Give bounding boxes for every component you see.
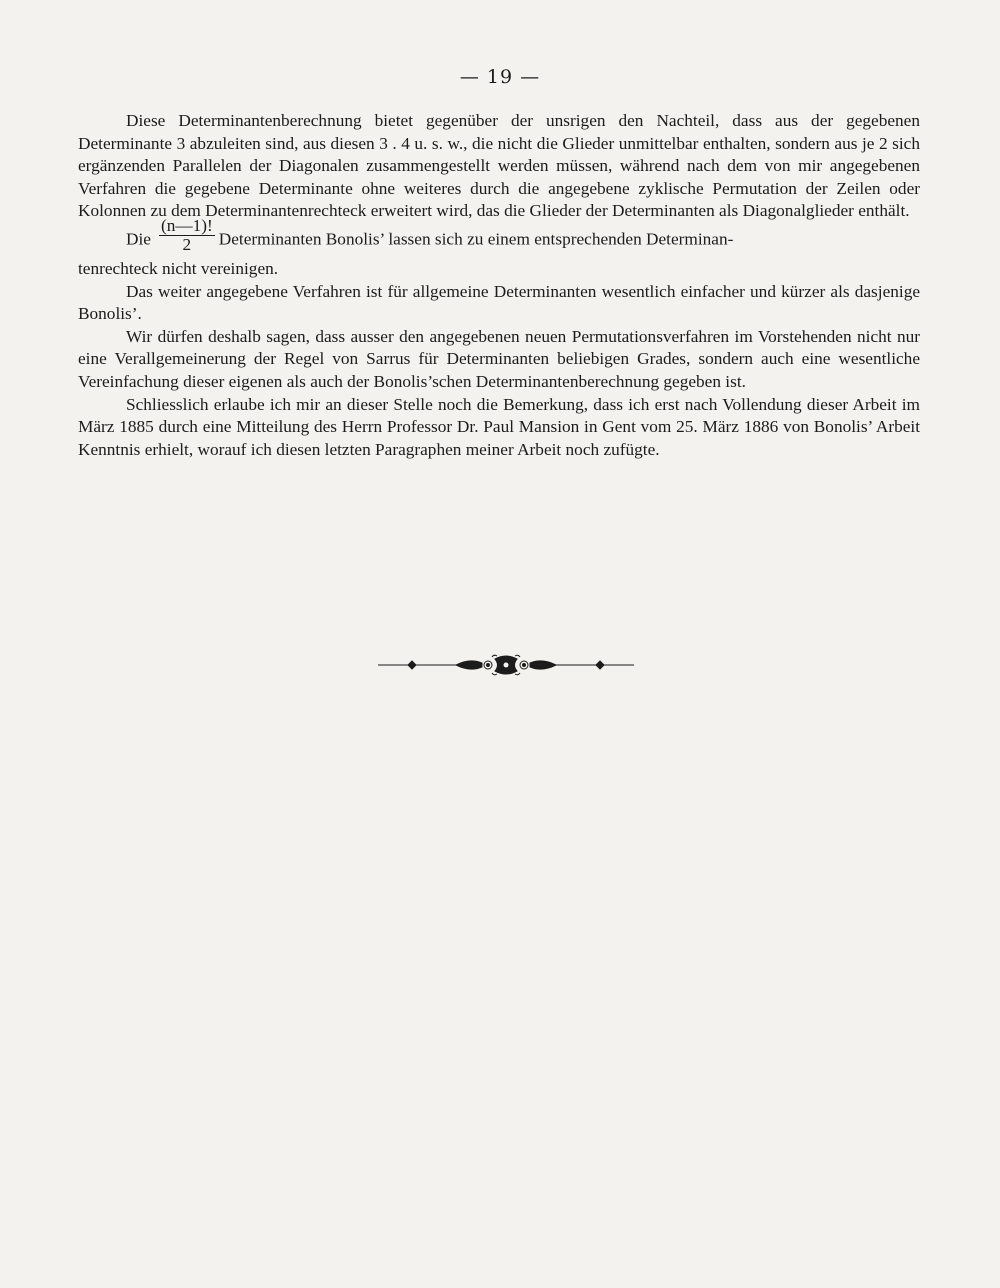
page-number: — 19 — [459, 66, 541, 88]
fraction-n-minus-1-factorial-over-2 [159, 215, 215, 254]
fraction-denominator: 2 [182, 234, 192, 254]
formula-suffix: Determinanten Bonolis’ lassen sich zu einem entsprechenden Determinan- [218, 229, 734, 249]
paragraph-determinant-comparison: Diese Determinantenberechnung bietet gegenüber der unsrigen den Nachteil, dass aus der gegebenen Determinante 3 abzuleiten sind, aus diesen 3 . 4 u. s. w., die nicht die Glieder unmittelbar enthalten, sondern aus je 2 sich ergänzenden Parallelen der Diagonalen zusammengestellt werden müssen, während nach dem von mir angegebenen Verfahren die gegebene Determinante ohne weiteres durch die angegebene zyklische Permutation der Zeilen oder Kolonnen zu dem Determinantenrechteck erweitert wird, das die Glieder der Determinanten als Diagonalglieder enthält. [78, 111, 920, 221]
paragraph-conclusion: Wir dürfen deshalb sagen, dass ausser den angegebenen neuen Permutationsverfahren im Vorstehenden nicht nur eine Verallgemeinerung der Regel von Sarrus für Determinanten beliebigen Grades, sondern auch eine wesentliche Vereinfachung dieser eigenen als auch der Bonolis’schen Determinantenberechnung gegeben ist. [78, 326, 920, 391]
paragraph-closing-remark: Schliesslich erlaube ich mir an dieser Stelle noch die Bemerkung, dass ich erst nach Vollendung dieser Arbeit im März 1885 durch eine Mitteilung des Herrn Professor Dr. Paul Mansion in Gent vom 25. März 1886 von Bonolis’ Arbeit Kenntnis erhielt, worauf ich diesen letzten Paragraphen meiner Arbeit noch zufügte. [78, 394, 920, 459]
body-text [78, 110, 920, 461]
paragraph-simpler-method: Das weiter angegebene Verfahren ist für allgemeine Determinanten wesentlich einfacher und kürzer als dasjenige Bonolis’. [78, 281, 920, 324]
decorative-divider-icon [378, 650, 634, 680]
formula-continuation: tenrechteck nicht vereinigen. [78, 258, 279, 278]
formula-prefix: Die [126, 229, 151, 249]
fraction-numerator: (n—1)! [160, 215, 213, 235]
paragraph-bonolis-formula [78, 215, 920, 258]
